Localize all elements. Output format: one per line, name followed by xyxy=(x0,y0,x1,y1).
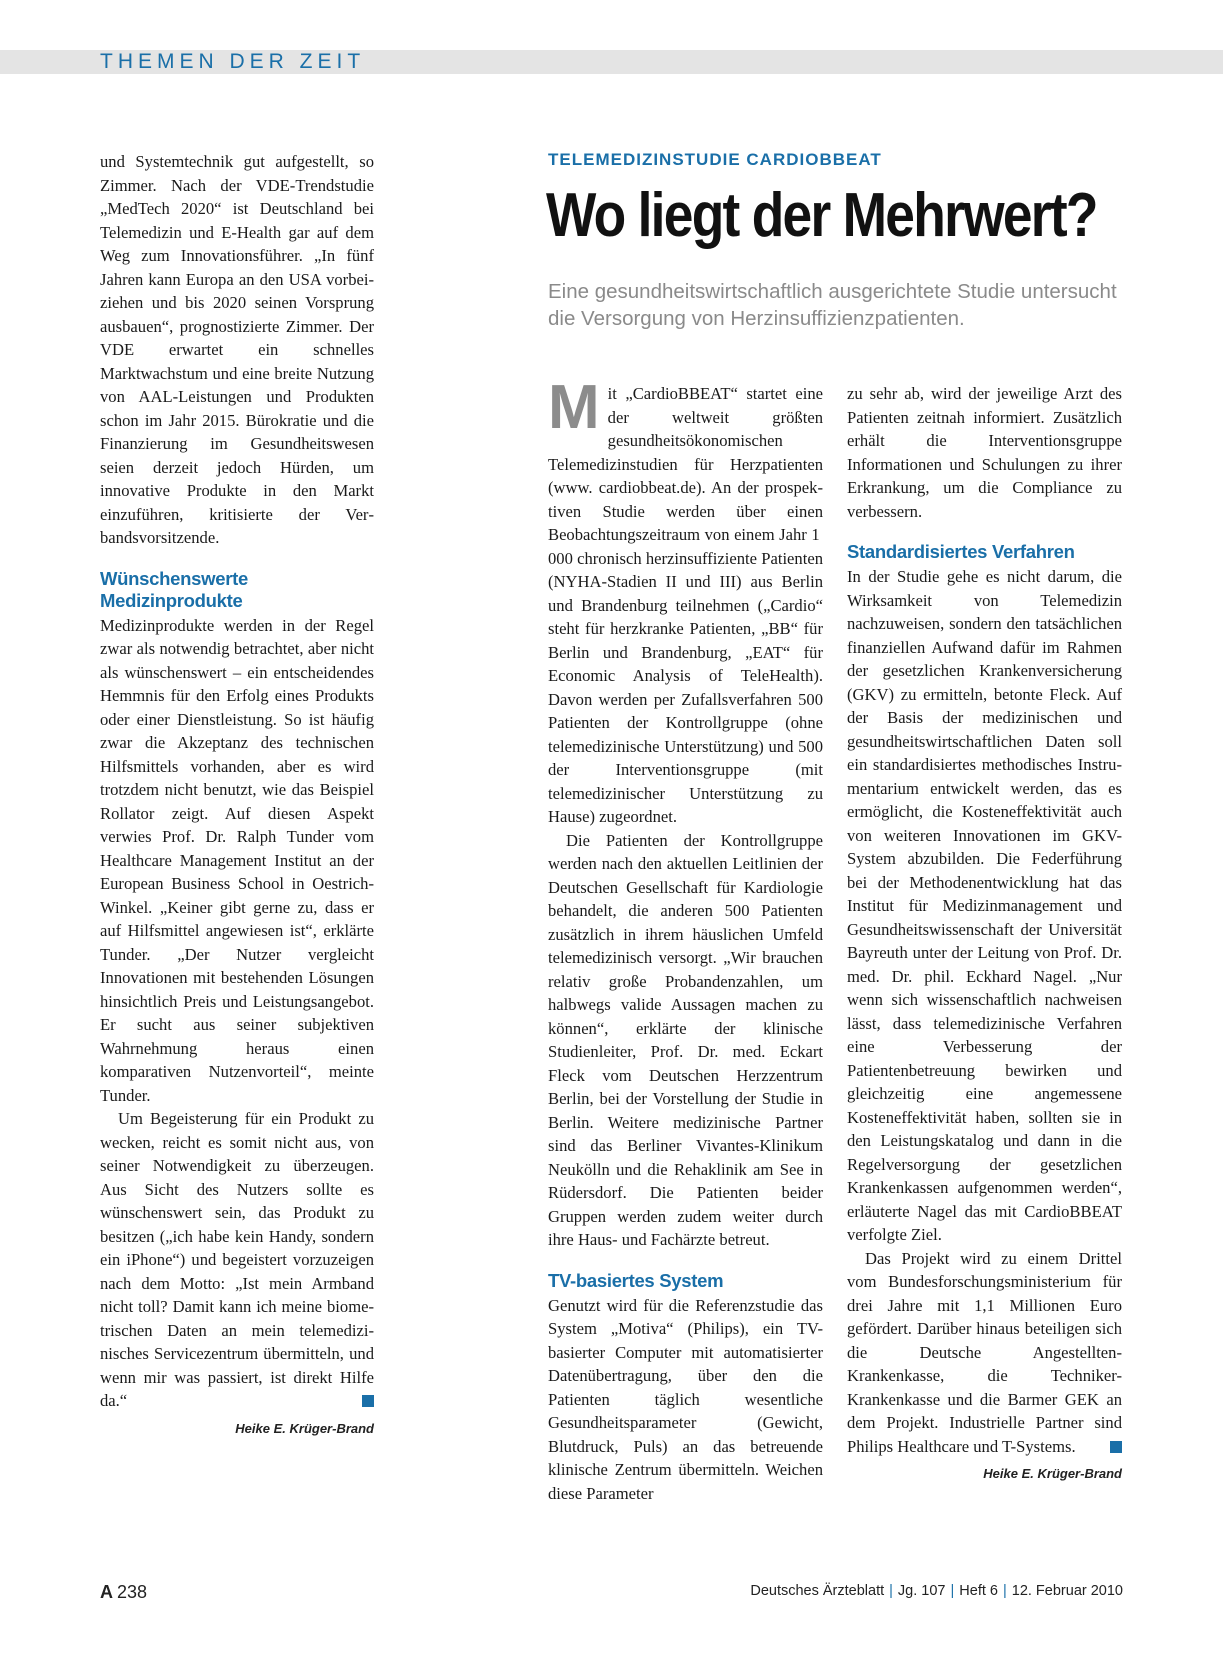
paragraph-text: Das Projekt wird zu einem Drittel vom Bundesforschungsministerium für drei Jahre mit 1,1 Millionen Euro gefördert. Darüber hinaus beteiligen sich die Deutsche Angestellten-Krankenkasse, die Techniker-Krankenkasse und die Barmer GEK an dem Projekt. Industrielle Partner sind Philips Healthcare und T-Systems. xyxy=(847,1248,1122,1456)
page-number-value: 238 xyxy=(117,1582,148,1602)
separator: | xyxy=(950,1583,955,1599)
byline: Heike E. Krüger-Brand xyxy=(235,1420,374,1436)
page-prefix: A xyxy=(100,1582,113,1602)
issue-date: 12. Februar 2010 xyxy=(1011,1583,1123,1599)
body-paragraph: und Systemtechnik gut aufgestellt, so Zimmer. Nach der VDE-Trendstudie „MedTech 2020“ ist Deutschland bei Telemedizin und E-Health gar auf dem Weg zum Innovationsführer. „In fünf Jahren kann Europa an den USA vorbeiziehen und bis 2020 seinen Vorsprung ausbauen“, prognostizierte Zimmer. Der VDE erwartet ein schnelles Marktwachstum und eine breite Nutzung von AAL-Leistungen und Produkten schon im Jahr 2015. Bürokratie und die Finanzierung im Gesundheitswesen seien derzeit jedoch Hürden, um innovative Produkte in den Markt einzuführen, kritisierte der Verbandsvorsitzende. xyxy=(100,152,374,547)
subhead: Wünschenswerte Medizinprodukte xyxy=(100,567,248,611)
section-label: THEMEN DER ZEIT xyxy=(100,50,366,73)
end-mark-icon xyxy=(1110,1441,1122,1453)
article-subtitle: Eine gesundheitswirtschaftlich ausgerichtete Studie untersucht die Versorgung von Herzinsuffizienzpatienten. xyxy=(548,280,1117,330)
middle-column xyxy=(548,373,823,1505)
body-paragraph: zu sehr ab, wird der jeweilige Arzt des Patienten zeitnah informiert. Zusätzlich erhält die Interventionsgruppe Informationen und Schulungen zu ihrer Erkrankung, um die Compliance zu verbessern. xyxy=(847,384,1122,521)
body-paragraph: In der Studie gehe es nicht darum, die Wirksamkeit von Telemedizin nachzuweisen, sondern den tatsächlichen finanziellen Aufwand dafür im Rahmen der gesetzlichen Krankenversicherung (GKV) zu ermitteln, betonte Fleck. Auf der Basis der medizinischen und gesundheitswirtschaftlichen Daten soll ein standardisiertes methodisches Instrumentarium entwickelt werden, das es ermöglicht, die Kosteneffektivität auch von weiteren Innovationen im GKV-System abzubilden. Die Federführung bei der Methodenentwicklung hat das Institut für Medizinmanagement und Gesundheitswissenschaft der Universität Bayreuth unter der Leitung von Prof. Dr. med. Dr. phil. Eckhard Nagel. „Nur wenn sich wissenschaftlich nachweisen lässt, dass telemedizinische Verfahren eine Verbesserung der Patientenbetreuung bewirken und gleichzeitig eine angemessene Kosteneffektivität haben, sollten sie in den Leistungskatalog und dann in die Regelversorgung der gesetzlichen Krankenkassen aufgenommen werden“, erläuterte Nagel das mit CardioBBEAT verfolgte Ziel. xyxy=(847,567,1122,1244)
body-paragraph xyxy=(548,373,823,829)
body-paragraph xyxy=(847,1247,1122,1459)
byline: Heike E. Krüger-Brand xyxy=(983,1466,1122,1481)
volume: Jg. 107 xyxy=(897,1583,946,1599)
journal-info xyxy=(750,1583,1123,1599)
issue: Heft 6 xyxy=(959,1583,998,1599)
subhead: Standardisiertes Verfahren xyxy=(847,541,1075,562)
paragraph-text: Um Begeisterung für ein Produkt zu wecken, reicht es somit nicht aus, von seiner Notwendigkeit zu überzeugen. Aus Sicht des Nutzers sollte es wünschenswert sein, das Produkt zu besitzen („ich habe kein Handy, sondern ein iPhone“) und begeistert vorzuzeigen nach dem Motto: „Ist mein Armband nicht toll? Damit kann ich meine biometrischen Daten an mein telemedizinisches Servicezentrum übermitteln, und wenn mir was passiert, ist direkt Hilfe da.“ xyxy=(100,1109,374,1410)
subhead: TV-basiertes System xyxy=(548,1269,724,1291)
journal-name: Deutsches Ärzteblatt xyxy=(750,1583,885,1599)
left-column xyxy=(100,150,374,1440)
drop-cap: M xyxy=(548,373,600,442)
paragraph-text: it „CardioBBEAT“ startet eine der weltweit größten gesundheitsökonomischen Telemedizinstudien für Herzpatienten (www. cardiobbeat.de). An der prospektiven Studie werden über einen Beobachtungszeitraum von einem Jahr 1 000 chronisch herzinsuffiziente Patienten (NYHA-Stadien II und III) aus Berlin und Brandenburg teilnehmen („Cardio“ steht für herzkranke Patienten, „BB“ für Berlin und Brandenburg, „EAT“ für Economic Analysis of TeleHealth). Davon werden per Zufallsverfahren 500 Patienten der Kontrollgruppe (ohne telemedizinische Unterstützung) und 500 der Interventionsgruppe (mit telemedizinischer Unterstützung zu Hause) zugeordnet. xyxy=(548,384,823,826)
body-paragraph: Die Patienten der Kontrollgruppe werden nach den aktuellen Leitlinien der Deutschen Gesellschaft für Kardiologie behandelt, die anderen 500 Patienten zusätzlich in ihrem häuslichen Umfeld telemedizinisch versorgt. „Wir brauchen relativ große Probandenzahlen, um halbwegs valide Aussagen machen zu können“, erklärte der klinische Studienleiter, Prof. Dr. med. Eckart Fleck vom Deutschen Herzzentrum Berlin, bei der Vorstellung der Studie in Berlin. Weitere medizinische Partner sind das Berliner Vivantes-Klinikum Neukölln und die Rehaklinik am See in Rüdersdorf. Die Patienten beider Gruppen werden zudem weiter durch ihre Haus- und Fachärzte betreut. xyxy=(548,830,823,1249)
separator: | xyxy=(1002,1583,1007,1599)
article-headline: Wo liegt der Mehrwert? xyxy=(546,181,1097,250)
end-mark-icon xyxy=(362,1395,374,1407)
article-kicker: TELEMEDIZINSTUDIE CARDIOBBEAT xyxy=(548,150,882,169)
body-paragraph: Medizinprodukte werden in der Regel zwar als notwendig betrachtet, aber nicht als wünschenswert – ein entscheidendes Hemmnis für den Erfolg eines Produkts oder einer Dienstleistung. So ist häufig zwar die Akzeptanz des technischen Hilfsmittels vorhanden, aber es wird trotzdem nicht benutzt, wie das Beispiel Rollator zeigt. Auf diesen Aspekt verwies Prof. Dr. Ralph Tunder vom Healthcare Management Institut an der European Business School in Oestrich-Winkel. „Keiner gibt gerne zu, dass er auf Hilfsmittel angewiesen ist“, erklärte Tunder. „Der Nutzer vergleicht Innovationen mit bestehenden Lösungen hinsichtlich Preis und Leistungsangebot. Er sucht aus seiner subjektiven Wahrnehmung heraus einen komparativen Nutzenvorteil“, meinte Tunder. xyxy=(100,615,374,1105)
right-column xyxy=(847,382,1122,1486)
page-number xyxy=(100,1582,147,1603)
body-paragraph: Genutzt wird für die Referenzstudie das System „Motiva“ (Philips), ein TV-basierter Computer mit automatisierter Datenübertragung, über den die Patienten täglich wesentliche Gesundheitsparameter (Gewicht, Blutdruck, Puls) an das betreuende klinische Zentrum übermitteln. Weichen diese Parameter xyxy=(548,1295,823,1503)
body-paragraph xyxy=(100,1107,374,1413)
separator: | xyxy=(889,1583,893,1599)
